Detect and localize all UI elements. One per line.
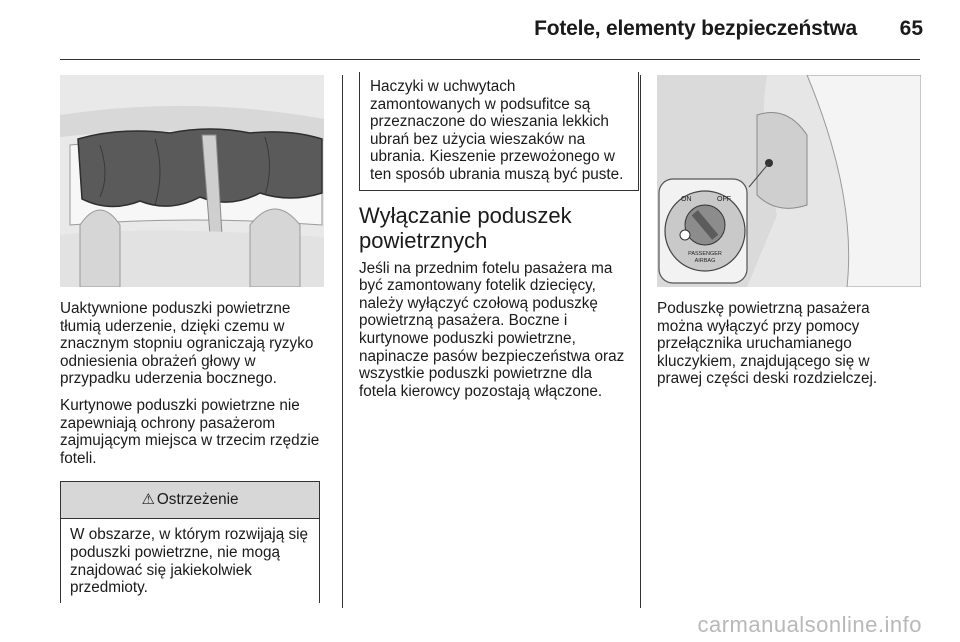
paragraph: Jeśli na przednim fotelu pasażera ma być zamontowany fotelik dziecięcy, należy wyłączyć czołową poduszkę powietrzną pasażera. Boczne i kurtynowe poduszki powietrzne, napinacze pasów bezpieczeństwa oraz wszystkie poduszki powietrzne dla fotela kierowcy pozostają włączone. bbox=[359, 259, 625, 400]
page-title: Fotele, elementy bezpieczeństwa bbox=[534, 17, 857, 40]
curtain-airbag-illustration bbox=[60, 75, 324, 287]
column-2 bbox=[342, 75, 625, 608]
switch-label-off: OFF bbox=[717, 196, 731, 203]
switch-label-on: ON bbox=[681, 196, 692, 203]
warning-box bbox=[60, 481, 320, 602]
column-1 bbox=[60, 75, 326, 603]
switch-label-passenger: PASSENGER bbox=[688, 251, 722, 257]
warning-title: Ostrzeżenie bbox=[156, 491, 239, 509]
watermark: carmanualsonline.info bbox=[697, 612, 922, 637]
warning-triangle-icon: ⚠ bbox=[141, 491, 155, 509]
paragraph: Poduszkę powietrzną pasażera można wyłączyć przy pomocy przełącznika uruchamianego kluczykiem, znajdującego się w prawej części deski rozdzielczej. bbox=[657, 300, 878, 388]
paragraph: Kurtynowe poduszki powietrzne nie zapewniają ochrony pasażerom zajmującym miejsca w trzecim rzędzie foteli. bbox=[60, 396, 320, 467]
airbag-switch-illustration bbox=[657, 75, 921, 287]
switch-label-airbag: AIRBAG bbox=[694, 258, 716, 264]
warning-header bbox=[61, 482, 319, 519]
page-header bbox=[0, 0, 960, 60]
note-box bbox=[359, 72, 639, 191]
note-text: Haczyki w uchwytach zamontowanych w podsufitce są przeznaczone do wieszania lekkich ubrań bez użycia wieszaków na ubrania. Kieszenie przewożonego w ten sposób ubrania muszą być puste. bbox=[370, 78, 624, 183]
paragraph: Uaktywnione poduszki powietrzne tłumią uderzenie, dzięki czemu w znacznym stopniu ograniczają ryzyko odniesienia obrażeń głowy w przypadku uderzenia bocznego. bbox=[60, 300, 314, 388]
section-heading: Wyłączanie poduszek powietrznych bbox=[359, 202, 572, 253]
column-3 bbox=[640, 75, 903, 608]
header-divider bbox=[60, 59, 920, 60]
page-number: 65 bbox=[899, 17, 923, 40]
warning-text: W obszarze, w którym rozwijają się poduszki powietrzne, nie mogą znajdować się jakiekolwiek przedmioty. bbox=[70, 526, 309, 597]
